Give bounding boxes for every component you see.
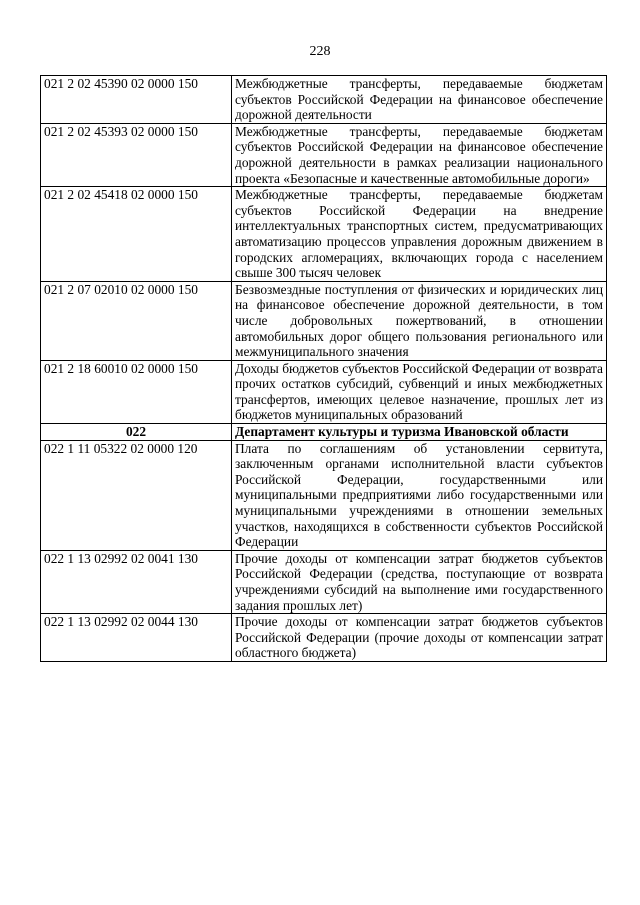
description-cell: Безвозмездные поступления от физических и юридических лиц на финансовое обеспечение дорожной деятельности, в том числе добровольных пожертвований, в отношении автомобильных дорог общего пользования регионального или межмуниципального значения	[232, 281, 607, 360]
description-cell: Межбюджетные трансферты, передаваемые бюджетам субъектов Российской Федерации на финансовое обеспечение дорожной деятельности в рамках реализации национального проекта «Безопасные и качественные автомобильные дороги»	[232, 123, 607, 186]
description-cell: Плата по соглашениям об установлении сервитута, заключенным органами исполнительной власти субъектов Российской Федерации, государственными или муниципальными предприятиями либо государственными или муниципальными учреждениями в отношении земельных участков, находящихся в собственности субъектов Российской Федерации	[232, 440, 607, 550]
table-row	[41, 76, 607, 124]
table-row	[41, 123, 607, 186]
code-cell: 021 2 02 45393 02 0000 150	[41, 123, 232, 186]
code-cell: 021 2 02 45390 02 0000 150	[41, 76, 232, 124]
description-cell: Доходы бюджетов субъектов Российской Федерации от возврата прочих остатков субсидий, субвенций и иных межбюджетных трансфертов, имеющих целевое назначение, прошлых лет из бюджетов муниципальных образований	[232, 360, 607, 423]
code-cell: 021 2 18 60010 02 0000 150	[41, 360, 232, 423]
code-cell: 022 1 11 05322 02 0000 120	[41, 440, 232, 550]
table-row	[41, 281, 607, 360]
table-row	[41, 360, 607, 423]
table-row	[41, 614, 607, 662]
table-row	[41, 550, 607, 613]
department-code-cell: 022	[41, 424, 232, 441]
description-cell: Межбюджетные трансферты, передаваемые бюджетам субъектов Российской Федерации на внедрение интеллектуальных транспортных систем, предусматривающих автоматизацию процессов управления дорожным движением в городских агломерациях, включающих города с населением свыше 300 тысяч человек	[232, 187, 607, 282]
table-row	[41, 440, 607, 550]
description-cell: Межбюджетные трансферты, передаваемые бюджетам субъектов Российской Федерации на финансовое обеспечение дорожной деятельности	[232, 76, 607, 124]
description-cell: Прочие доходы от компенсации затрат бюджетов субъектов Российской Федерации (прочие доходы от компенсации затрат областного бюджета)	[232, 614, 607, 662]
table-row	[41, 187, 607, 282]
department-header-row	[41, 424, 607, 441]
department-name-cell: Департамент культуры и туризма Ивановской области	[232, 424, 607, 441]
description-cell: Прочие доходы от компенсации затрат бюджетов субъектов Российской Федерации (средства, поступающие от возврата учреждениями субсидий на выполнение ими государственного задания прошлых лет)	[232, 550, 607, 613]
code-cell: 021 2 02 45418 02 0000 150	[41, 187, 232, 282]
code-cell: 021 2 07 02010 02 0000 150	[41, 281, 232, 360]
page-number: 228	[309, 44, 331, 59]
budget-code-table	[40, 75, 607, 662]
code-cell: 022 1 13 02992 02 0041 130	[41, 550, 232, 613]
code-cell: 022 1 13 02992 02 0044 130	[41, 614, 232, 662]
